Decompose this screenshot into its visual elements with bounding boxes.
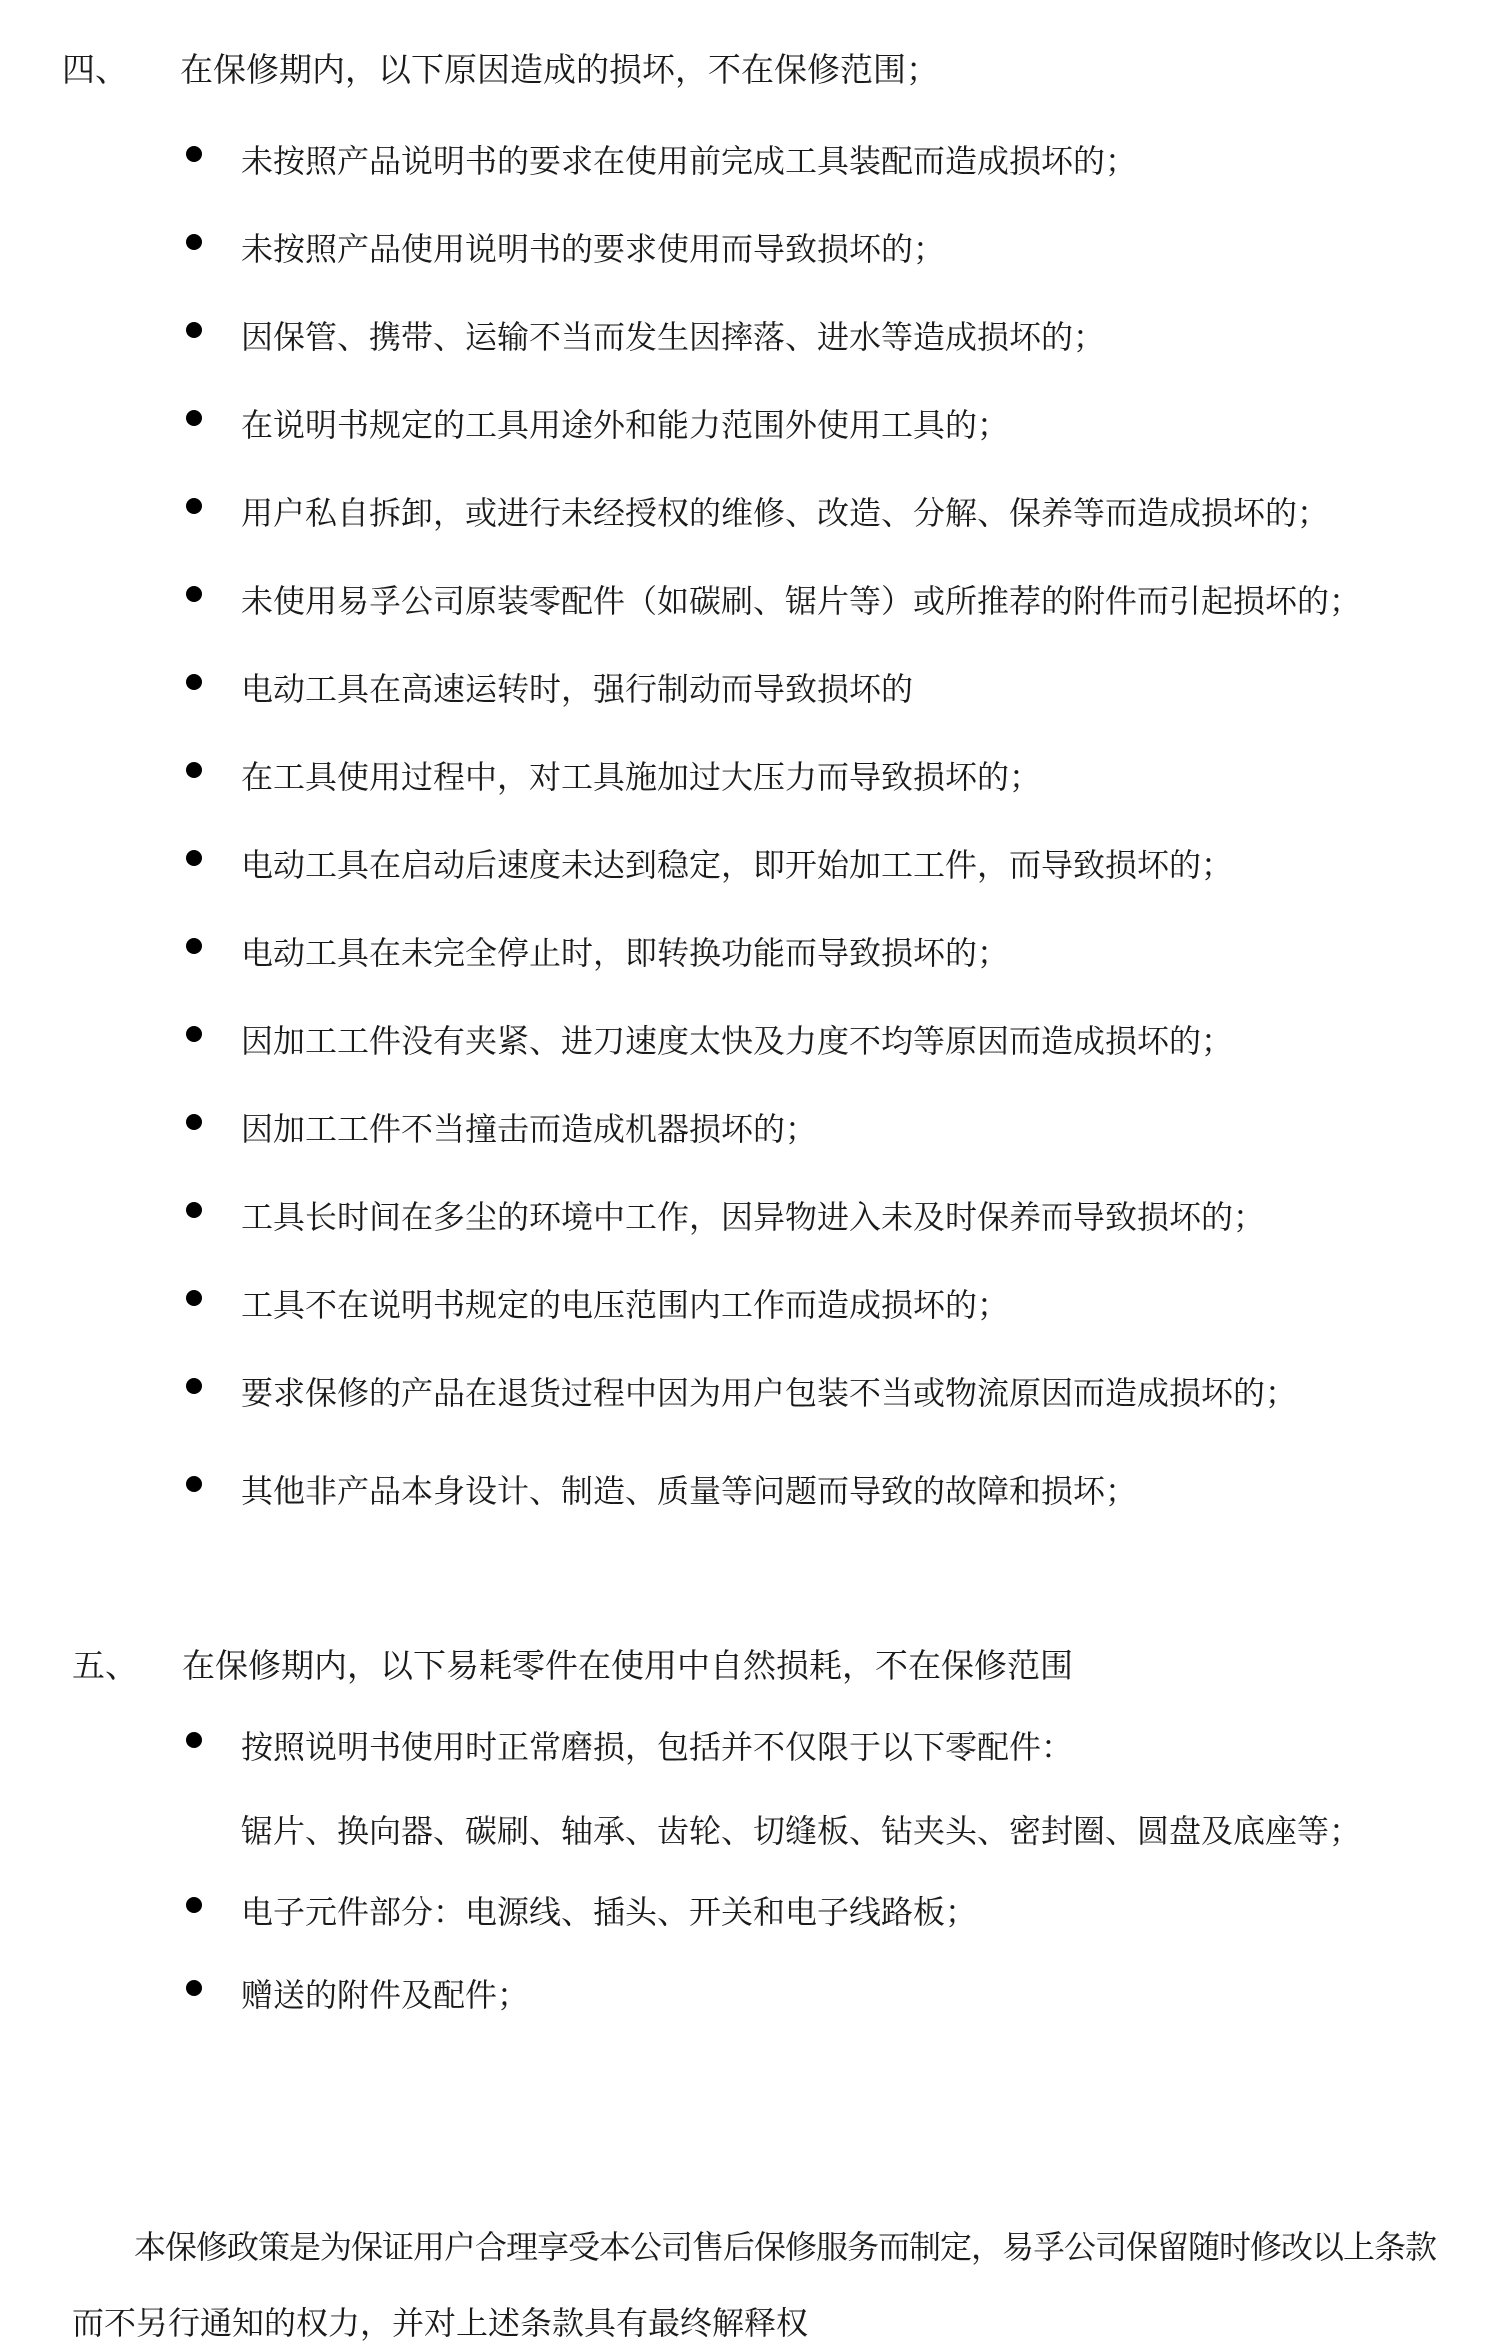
bullet-icon — [186, 1732, 202, 1748]
list-item: 工具长时间在多尘的环境中工作，因异物进入未及时保养而导致损坏的； — [0, 1192, 1500, 1242]
footer-line-2: 而不另行通知的权力，并对上述条款具有最终解释权 — [72, 2304, 809, 2342]
bullet-icon — [186, 410, 202, 426]
footer-line-1: 本保修政策是为保证用户合理享受本公司售后保修服务而制定，易孚公司保留随时修改以上条款 — [134, 2228, 1437, 2266]
bullet-icon — [186, 762, 202, 778]
bullet-icon — [186, 1378, 202, 1394]
bullet-icon — [186, 1476, 202, 1492]
list-item: 因加工工件没有夹紧、进刀速度太快及力度不均等原因而造成损坏的； — [0, 1016, 1500, 1066]
list-item: 电动工具在未完全停止时，即转换功能而导致损坏的； — [0, 928, 1500, 978]
list-item: 未使用易孚公司原装零配件（如碳刷、锯片等）或所推荐的附件而引起损坏的； — [0, 576, 1500, 626]
bullet-icon — [186, 1290, 202, 1306]
list-item: 未按照产品使用说明书的要求使用而导致损坏的； — [0, 224, 1500, 274]
section5-title: 在保修期内，以下易耗零件在使用中自然损耗，不在保修范围 — [182, 1646, 1073, 1685]
list-item: 未按照产品说明书的要求在使用前完成工具装配而造成损坏的； — [0, 136, 1500, 186]
section4-title: 在保修期内，以下原因造成的损坏，不在保修范围； — [180, 50, 939, 89]
list-item: 用户私自拆卸，或进行未经授权的维修、改造、分解、保养等而造成损坏的； — [0, 488, 1500, 538]
bullet-icon — [186, 146, 202, 162]
list-item: 因保管、携带、运输不当而发生因摔落、进水等造成损坏的； — [0, 312, 1500, 362]
section5-number: 五、 — [72, 1646, 138, 1685]
list-item: 在说明书规定的工具用途外和能力范围外使用工具的； — [0, 400, 1500, 450]
bullet-icon — [186, 586, 202, 602]
list-item: 电动工具在高速运转时，强行制动而导致损坏的 — [0, 664, 1500, 714]
list-item: 电动工具在启动后速度未达到稳定，即开始加工工件，而导致损坏的； — [0, 840, 1500, 890]
bullet-icon — [186, 1114, 202, 1130]
bullet-icon — [186, 322, 202, 338]
bullet-icon — [186, 234, 202, 250]
consumable-parts-list: 锯片、换向器、碳刷、轴承、齿轮、切缝板、钻夹头、密封圈、圆盘及底座等； — [241, 1812, 1362, 1850]
bullet-icon — [186, 938, 202, 954]
list-item: 电子元件部分：电源线、插头、开关和电子线路板； — [0, 1887, 1500, 1937]
bullet-icon — [186, 1202, 202, 1218]
bullet-icon — [186, 498, 202, 514]
list-item: 在工具使用过程中，对工具施加过大压力而导致损坏的； — [0, 752, 1500, 802]
list-item: 按照说明书使用时正常磨损，包括并不仅限于以下零配件： — [0, 1722, 1500, 1772]
bullet-icon — [186, 1897, 202, 1913]
bullet-icon — [186, 674, 202, 690]
bullet-icon — [186, 1980, 202, 1996]
section4-number: 四、 — [62, 50, 128, 89]
list-item: 要求保修的产品在退货过程中因为用户包装不当或物流原因而造成损坏的； — [0, 1368, 1500, 1418]
list-item: 其他非产品本身设计、制造、质量等问题而导致的故障和损坏； — [0, 1466, 1500, 1516]
list-item: 因加工工件不当撞击而造成机器损坏的； — [0, 1104, 1500, 1154]
bullet-icon — [186, 1026, 202, 1042]
bullet-icon — [186, 850, 202, 866]
list-item: 工具不在说明书规定的电压范围内工作而造成损坏的； — [0, 1280, 1500, 1330]
list-item: 赠送的附件及配件； — [0, 1970, 1500, 2020]
